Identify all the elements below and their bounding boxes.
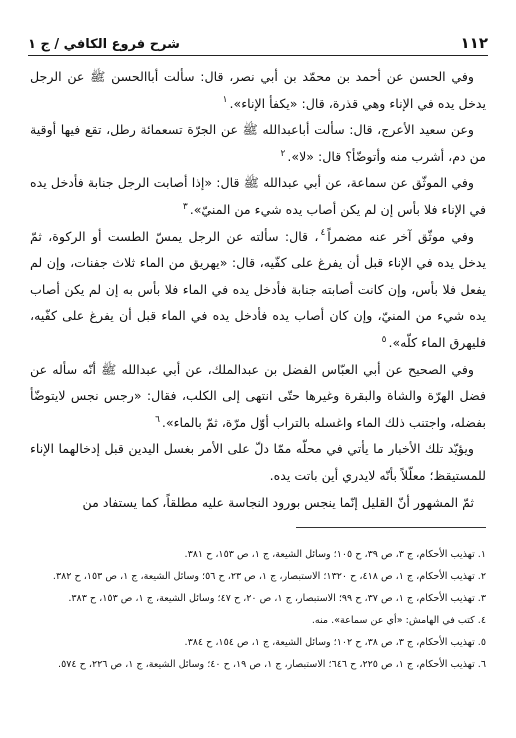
- footnote-marker: ٢: [280, 148, 286, 159]
- paragraph: [30, 117, 486, 170]
- paragraph: [30, 170, 486, 223]
- footnote: ٦. تهذيب الأحكام، ج ١، ص ٢٢٥، ح ٦٤٦؛ الاستبصار، ج ١، ص ١٩، ح ٤٠؛ وسائل الشيعة، ج ١، ص ٢٢٦، ح ٥٧٤.: [58, 659, 486, 670]
- footnote: ٣. تهذيب الأحكام، ج ١، ص ٣٧، ح ٩٩؛ الاستبصار، ج ١، ص ٢٠، ح ٤٧؛ وسائل الشيعة، ج ١، ص ١٥٣، ح ٣٨٣.: [68, 593, 486, 604]
- paragraph-text: ثمّ المشهور أنّ القليل إنّما ينجس بورود النجاسة عليه مطلقاً، كما يستفاد من: [82, 494, 474, 510]
- paragraph-text-continued: ، قال: سألته عن الرجل يمسّ الطست أو الركوة، ثمّ يدخل يده في الإناء قبل أن يفرغ على كفّيه، قال: «يهريق من الماء ثلاث جفنات، وإن لم يفعل فلا بأس، وإن كانت أصابته جنابة فأدخل يده في الماء فلا بأس به إن لم يكن أصاب يده شيء من المنيّ، وإن كان أصاب يده فأدخل يده في الماء قبل أن يفرغ على كفّيه، فليهرق الماء كلّه».: [30, 228, 486, 350]
- footnote-marker: ٦: [155, 414, 160, 425]
- footnote: ٢. تهذيب الأحكام، ج ١، ص ٤١٨، ح ١٣٢٠؛ الاستبصار، ج ١، ص ٢٣، ح ٥٦؛ وسائل الشيعة، ج ١، ص ١٥٣، ح ٣٨٢.: [52, 571, 486, 582]
- page-number: ١١٢: [460, 34, 488, 52]
- footnote-marker: ٥: [381, 334, 387, 345]
- paragraph-text: وفي الموثّق عن سماعة، عن أبي عبدالله ﷺ قال: «إذا أصابت الرجل جنابة فأدخل يده في الإناء فلا بأس إن لم يكن أصاب يده شيء من المنيّ».: [30, 175, 486, 217]
- paragraph: [30, 224, 486, 357]
- footnote: ٤. كتب في الهامش: «أي عن سماعة». منه.: [311, 615, 486, 626]
- page-header: [28, 30, 488, 56]
- running-title: شرح فروع الكافي / ج ١: [28, 37, 180, 52]
- paragraph: [30, 357, 486, 437]
- footnote: ٥. تهذيب الأحكام، ج ٣، ص ٣٨، ح ١٠٢؛ وسائل الشيعة، ج ١، ص ١٥٤، ح ٣٨٤.: [184, 637, 486, 648]
- paragraph-text: وفي الصحيح عن أبي العبّاس الفضل بن عبدالملك، عن أبي عبدالله ﷺ أنّه سأله عن فضل الهرّة والشاة والبقرة وغيرها حتّى انتهى إلى الكلب، فقال: «رجس نجس لايتوضّأ بفضله، واجتنب ذلك الماء واغسله بالتراب أوّل مرّة، ثمّ بالماء».: [30, 361, 486, 430]
- footnote-divider: [296, 527, 486, 528]
- paragraph: [30, 490, 486, 517]
- inline-footnote-marker: ٤: [320, 228, 326, 239]
- paragraph-text: وفي الحسن عن أحمد بن محمّد بن أبي نصر، قال: سألت أباالحسن ﷺ عن الرجل يدخل يده في الإناء وهي قذرة، قال: «يكفأ الإناء».: [30, 69, 486, 111]
- paragraph-text: وفي موثّق آخر عنه مضمراً: [327, 228, 474, 244]
- body-text: [30, 64, 486, 516]
- paragraph: [30, 436, 486, 489]
- footnotes: [30, 544, 486, 676]
- paragraph-text: وعن سعيد الأعرج، قال: سألت أباعبدالله ﷺ عن الجرّة تسعمائة رطل، تقع فيها أوقية من دم، أشرب منه وأتوضّأ؟ قال: «لا».: [30, 122, 486, 164]
- paragraph-text: ويؤيّد تلك الأخبار ما يأتي في محلّه ممّا دلّ على الأمر بغسل اليدين قبل إدخالهما الإناء للمستيقظ؛ معلّلاً بأنّه لايدري أين باتت يده.: [30, 441, 486, 483]
- footnote-marker: ١: [222, 95, 228, 106]
- paragraph: [30, 64, 486, 117]
- footnote-marker: ٣: [182, 201, 188, 212]
- footnote: ١. تهذيب الأحكام، ج ٣، ص ٣٩، ح ١٠٥؛ وسائل الشيعة، ج ١، ص ١٥٣، ح ٣٨١.: [184, 549, 486, 560]
